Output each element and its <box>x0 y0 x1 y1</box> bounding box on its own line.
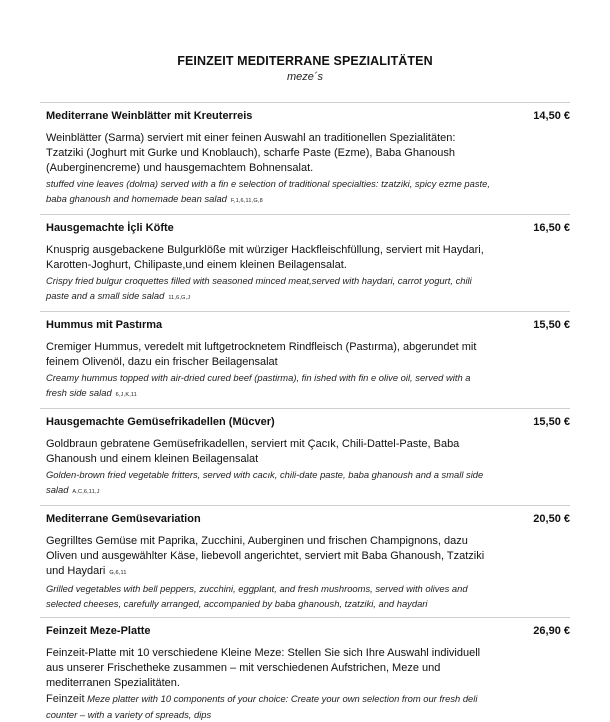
divider <box>40 408 570 409</box>
item-description-en: Crispy fried bulgur croquettes filled with seasoned minced meat,served with haydari, carrot yogurt, chili paste and a small side salad 11,6,G,J <box>46 275 472 301</box>
item-name: Mediterrane Gemüsevariation <box>46 513 201 525</box>
item-description-de: Gegrilltes Gemüse mit Paprika, Zucchini, Auberginen und frischen Champignons, dazu Oliven und ausgewählter Käse, liebevoll angerichtet, serviert mit Baba Ghanoush, Tzatziki und Haydari G,6,11 <box>46 535 485 577</box>
item-description-en: Golden-brown fried vegetable fritters, served with cacık, chili-date paste, baba ghanoush and a small side salad A,C,6,11,J <box>46 469 484 495</box>
allergen-codes: 11,6,G,J <box>168 295 191 301</box>
item-description-de: Goldbraun gebratene Gemüsefrikadellen, serviert mit Çacık, Chili-Dattel-Paste, Baba Ghanoush und einem kleinen Beilagensalat <box>46 438 460 465</box>
menu-item <box>40 319 570 403</box>
item-price: 26,90 € <box>533 625 570 637</box>
allergen-codes: A,C,6,11,J <box>72 489 100 495</box>
item-name: Hummus mit Pastırma <box>46 319 163 331</box>
item-price: 20,50 € <box>533 513 570 525</box>
item-price: 15,50 € <box>533 319 570 331</box>
allergen-codes: F,1,6,11,G,8 <box>230 198 263 204</box>
divider <box>40 102 570 103</box>
allergen-codes: 6,J,K,11 <box>115 392 138 398</box>
item-name: Mediterrane Weinblätter mit Kreuterreis <box>46 110 253 122</box>
item-name: Feinzeit Meze-Platte <box>46 625 151 637</box>
section-subtitle: meze´s <box>286 71 324 83</box>
divider <box>40 311 570 312</box>
divider <box>40 617 570 618</box>
item-description-de: Knusprig ausgebackene Bulgurklöße mit würziger Hackfleischfüllung, serviert mit Haydari, Karotten-Joghurt, Chilipaste,und einem kleinen Beilagensalat. <box>46 244 484 271</box>
menu-item <box>40 110 570 209</box>
item-price: 14,50 € <box>533 110 570 122</box>
menu-item <box>40 416 570 500</box>
item-name: Hausgemachte İçli Köfte <box>46 222 174 234</box>
menu-header <box>0 54 610 83</box>
item-description-en: Grilled vegetables with bell peppers, zucchini, eggplant, and fresh mushrooms, served with olives and selected cheeses, carefully arranged, accompanied by baba ghanoush, tzatziki, and haydari <box>46 583 468 609</box>
item-description-de: Weinblätter (Sarma) serviert mit einer feinen Auswahl an traditionellen Spezialitäten: Tzatziki (Joghurt mit Gurke und Knoblauch), scharfe Paste (Ezme), Baba Ghanoush (Auberginencreme) und hausgemachtem Bohnensalat. <box>46 132 456 174</box>
menu-item <box>40 222 570 306</box>
divider <box>40 505 570 506</box>
item-description-en: stuffed vine leaves (dolma) served with a fin e selection of traditional specialties: tzatziki, spicy ezme paste, baba ghanoush and homemade bean salad F,1,6,11,G,8 <box>46 178 490 204</box>
item-price: 16,50 € <box>533 222 570 234</box>
item-description-en: Feinzeit Meze platter with 10 components of your choice: Create your own selection from our fresh deli counter – with a variety of spreads, dips <box>46 693 478 720</box>
divider <box>40 214 570 215</box>
item-price: 15,50 € <box>533 416 570 428</box>
section-title: FEINZEIT MEDITERRANE SPEZIALITÄTEN <box>177 54 433 68</box>
menu-item <box>40 625 570 722</box>
item-name: Hausgemachte Gemüsefrikadellen (Mücver) <box>46 416 275 428</box>
item-description-en: Creamy hummus topped with air-dried cured beef (pastirma), fin ished with fin e olive oil, served with a fresh side salad 6,J,K,11 <box>46 372 471 398</box>
allergen-codes: G,6,11 <box>109 570 127 576</box>
item-description-de: Cremiger Hummus, veredelt mit luftgetrocknetem Rindfleisch (Pastırma), abgerundet mit feinem Olivenöl, dazu ein frischer Beilagensalat <box>46 341 477 368</box>
menu-item <box>40 513 570 611</box>
item-description-de: Feinzeit-Platte mit 10 verschiedene Kleine Meze: Stellen Sie sich Ihre Auswahl individuell aus unserer Frischetheke zusammen – mit verschiedenen Aufstrichen, Meze und mediterranen Spezialitäten. <box>46 647 481 689</box>
